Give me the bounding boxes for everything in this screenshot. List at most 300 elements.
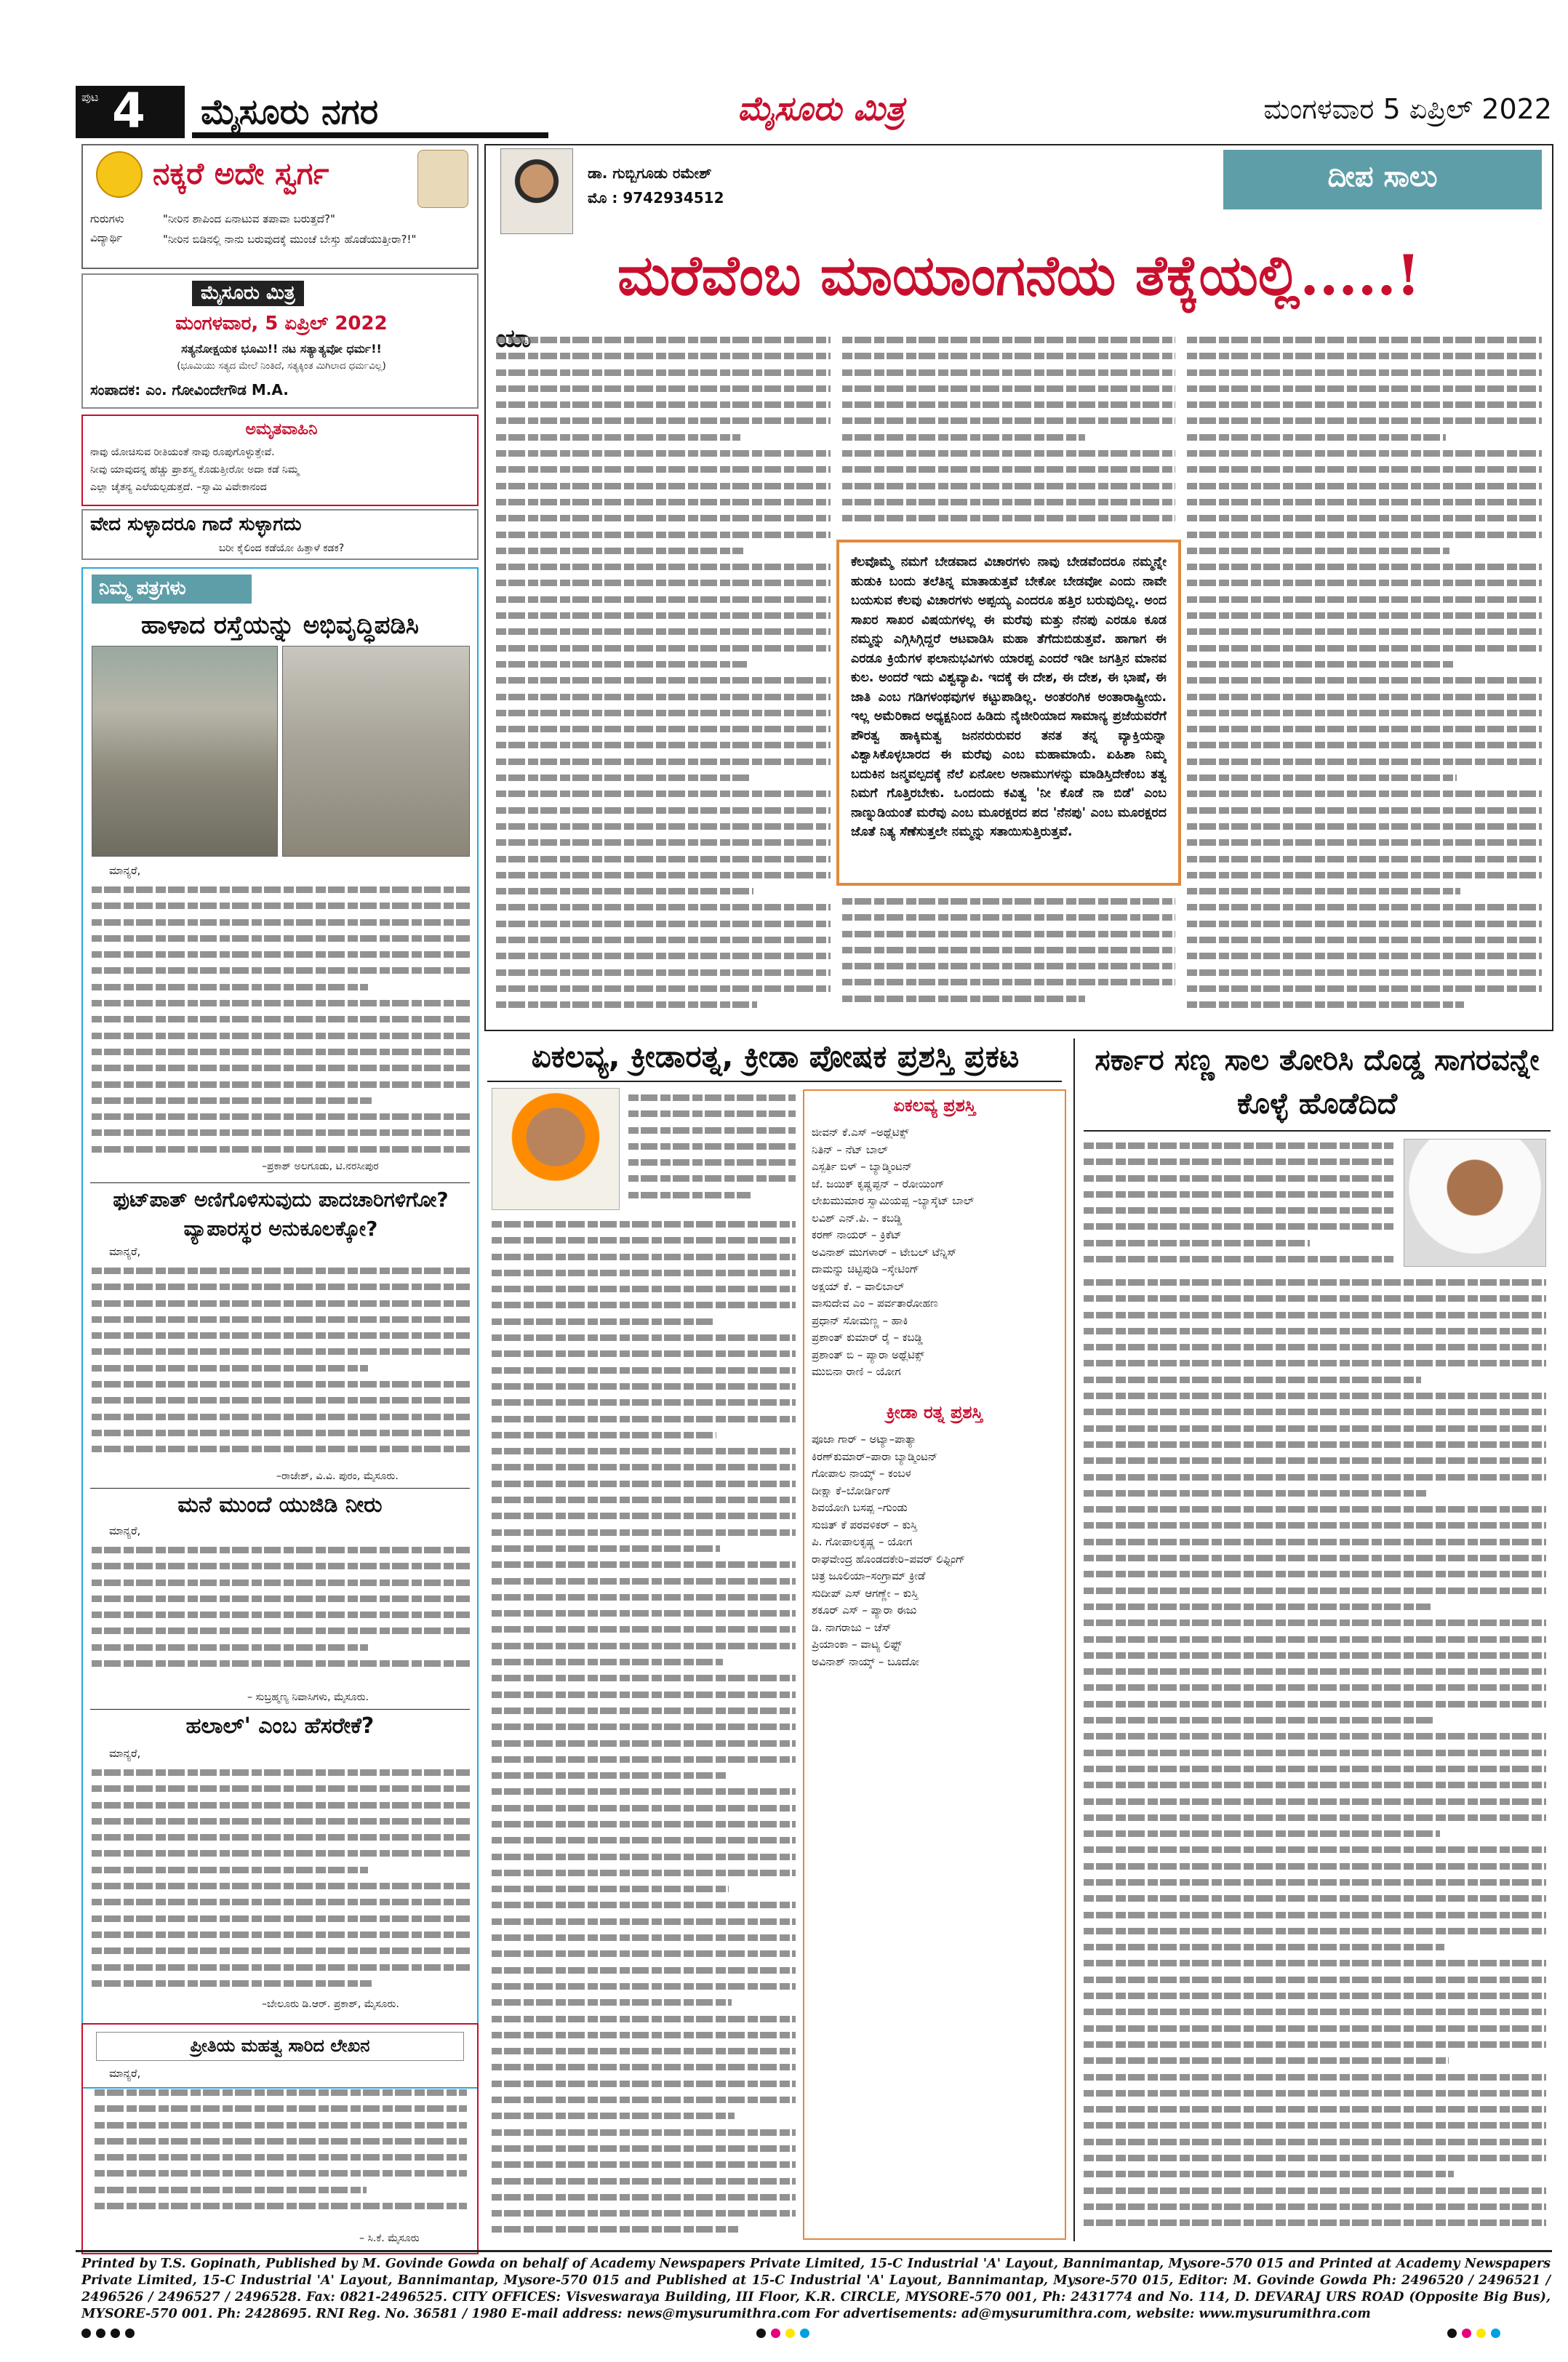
- text-line: [842, 412, 1175, 428]
- text-line-ink: [1187, 369, 1542, 376]
- sports-body-1a: [628, 1089, 796, 1212]
- text-line: [95, 2117, 467, 2133]
- text-line: [496, 948, 831, 964]
- text-line: [492, 2173, 796, 2189]
- text-line-ink: [1084, 1377, 1421, 1383]
- text-line: [1187, 996, 1542, 1012]
- letter-1-body: [92, 881, 470, 1158]
- text-line-ink: [1084, 1490, 1426, 1497]
- text-line: [1084, 1874, 1546, 1890]
- text-line-ink: [1084, 1344, 1546, 1350]
- author-phone: ಮೊ : 9742934512: [588, 189, 724, 207]
- column-divider: [1073, 1038, 1075, 2241]
- masthead-logo: ಮೈಸೂರು ಮಿತ್ರ: [737, 89, 905, 128]
- politics-underline: [1084, 1130, 1551, 1132]
- text-line-ink: [1187, 726, 1542, 732]
- politician-photo: [1404, 1139, 1546, 1267]
- text-line-ink: [496, 401, 831, 408]
- text-line-ink: [1187, 856, 1542, 862]
- text-line-ink: [492, 1367, 796, 1374]
- text-line: [92, 1878, 470, 1894]
- text-line-ink: [92, 984, 368, 990]
- politics-body-a: [1084, 1137, 1393, 1273]
- text-line: [496, 445, 831, 461]
- text-line: [1084, 2003, 1546, 2019]
- text-line-ink: [496, 774, 751, 781]
- text-line-ink: [92, 902, 470, 909]
- text-line-ink: [1084, 1684, 1546, 1691]
- letter-4-body: [92, 1764, 470, 1995]
- text-line-ink: [492, 1967, 796, 1974]
- text-line-ink: [842, 450, 1175, 457]
- letter-4-salute: ಮಾನ್ಯರೆ,: [109, 1747, 141, 1760]
- text-line-ink: [1187, 548, 1449, 554]
- text-line: [492, 2027, 796, 2043]
- text-line-ink: [92, 1284, 470, 1290]
- text-line: [92, 930, 470, 946]
- text-line-ink: [92, 919, 470, 926]
- text-line-ink: [92, 886, 470, 893]
- header-bar: [76, 83, 1552, 139]
- text-line: [1187, 867, 1542, 883]
- text-line: [92, 1862, 470, 1878]
- text-line-ink: [492, 1886, 729, 1892]
- text-line-ink: [492, 1788, 796, 1795]
- dot-black: [756, 2329, 766, 2338]
- text-line: [492, 1945, 796, 1961]
- text-line: [1084, 1631, 1546, 1647]
- text-line: [496, 867, 831, 883]
- text-line: [628, 1105, 796, 1121]
- text-line: [92, 1124, 470, 1140]
- text-line: [492, 1670, 796, 1686]
- text-line: [1084, 1663, 1546, 1679]
- text-line-ink: [496, 645, 831, 652]
- column-body-3: [1187, 332, 1542, 1021]
- text-line-ink: [492, 1594, 796, 1601]
- text-line: [1084, 1679, 1546, 1695]
- text-line: [628, 1170, 796, 1186]
- text-line-ink: [1187, 499, 1542, 505]
- column-body-2: [842, 332, 1175, 535]
- text-line: [92, 1028, 470, 1044]
- text-line-ink: [492, 1918, 796, 1925]
- text-line: [1187, 478, 1542, 494]
- text-line-ink: [1084, 1555, 1546, 1561]
- list-item: ಶಿವಯೋಗಿ ಬಸಪ್ಪ –ಗುಂಡು: [812, 1501, 908, 1514]
- text-line-ink: [492, 1318, 713, 1325]
- text-line: [95, 2084, 467, 2100]
- text-line: [1084, 1388, 1546, 1404]
- text-line-ink: [1084, 1814, 1546, 1821]
- text-line-ink: [1084, 1328, 1546, 1334]
- text-line: [1187, 656, 1542, 672]
- text-line-ink: [496, 742, 831, 748]
- text-line: [92, 1327, 470, 1343]
- award-2-title: ಕ್ರೀಡಾ ರತ್ನ ಪ್ರಶಸ್ತಿ: [886, 1402, 983, 1422]
- text-line: [492, 2140, 796, 2156]
- preethi-body: [95, 2084, 467, 2230]
- text-line-ink: [842, 466, 1175, 473]
- text-line-ink: [92, 1348, 470, 1355]
- dot-magenta: [771, 2329, 780, 2338]
- text-line: [496, 527, 831, 543]
- text-line-ink: [1084, 1733, 1546, 1740]
- text-line: [492, 1605, 796, 1621]
- politics-body-b: [1084, 1274, 1546, 2240]
- text-line: [1084, 1939, 1546, 1955]
- text-line-ink: [1084, 1668, 1546, 1675]
- award-2-list: [812, 1431, 1062, 1670]
- list-item: ಕರಣ್ ನಾಯರ್ – ಕ್ರಿಕೆಟ್: [812, 1228, 902, 1241]
- text-line: [496, 785, 831, 801]
- text-line-ink: [492, 1545, 720, 1552]
- letter-2-title: ಫುಟ್‌ಪಾತ್ ಅಣಿಗೊಳಿಸುವುದು ಪಾದಚಾರಿಗಳಿಗೋ? ವ್ಯಾಪಾರಸ್ಥರ ಅನುಕೂಲಕ್ಕೋ?: [113, 1188, 449, 1241]
- text-line: [492, 1638, 796, 1654]
- text-line: [1084, 2101, 1546, 2117]
- list-item: ಪ್ರಿಯಾಂಕಾ – ವಾಟ್ಯ ಲಿಫ್ಟ್: [812, 1638, 903, 1651]
- text-line: [1084, 2052, 1546, 2068]
- text-line-ink: [1084, 1798, 1546, 1805]
- text-line: [492, 2205, 796, 2221]
- text-line-ink: [492, 1254, 796, 1260]
- text-line: [1084, 1436, 1546, 1452]
- text-line: [1187, 785, 1542, 801]
- text-line: [496, 834, 831, 850]
- text-line-ink: [1084, 1652, 1546, 1659]
- text-line: [492, 1702, 796, 1718]
- text-line-ink: [1084, 1441, 1546, 1448]
- text-line: [92, 1894, 470, 1910]
- text-line-ink: [92, 1381, 470, 1388]
- text-line: [1084, 2020, 1546, 2036]
- text-line: [1187, 980, 1542, 996]
- proverb-box: [81, 509, 479, 560]
- text-line-ink: [1084, 1506, 1546, 1513]
- dot-black: [96, 2329, 105, 2338]
- text-line-ink: [492, 2081, 796, 2087]
- text-line-ink: [1084, 1863, 1546, 1870]
- list-item: ಲವಿಶ್ ಎನ್.ಪಿ. – ಕಬಡ್ಡಿ: [812, 1211, 903, 1225]
- text-line: [1187, 527, 1542, 543]
- text-line: [628, 1089, 796, 1105]
- text-line-ink: [496, 839, 831, 846]
- text-line-ink: [496, 872, 831, 878]
- letter-3-salute: ಮಾನ್ಯರೆ,: [109, 1524, 141, 1537]
- text-line: [492, 2075, 796, 2091]
- text-line: [92, 1044, 470, 1060]
- text-line-ink: [492, 1302, 796, 1308]
- author-photo: [500, 148, 573, 234]
- text-line-ink: [1084, 1944, 1444, 1950]
- letter-3-title: ಮನೆ ಮುಂದೆ ಯುಜಿಡಿ ನೀರು: [177, 1492, 383, 1518]
- text-line: [492, 2091, 796, 2107]
- text-line: [92, 1278, 470, 1294]
- text-line-ink: [492, 1675, 796, 1681]
- text-line: [496, 559, 831, 575]
- text-line-ink: [1187, 742, 1542, 748]
- letter-4-signature: –ಬೇಲೂರು ಡಿ.ಆರ್. ಪ್ರಕಾಶ್, ಮೈಸೂರು.: [262, 1998, 399, 2010]
- text-line: [1084, 2069, 1546, 2085]
- text-line: [496, 429, 831, 445]
- text-line-ink: [95, 2105, 467, 2112]
- text-line: [1084, 1745, 1546, 1761]
- text-line-ink: [496, 661, 747, 668]
- text-line: [92, 1558, 470, 1574]
- text-line-ink: [92, 1867, 368, 1873]
- text-line: [628, 1187, 796, 1203]
- text-line: [92, 1295, 470, 1311]
- text-line: [92, 1409, 470, 1425]
- text-line: [492, 1767, 796, 1783]
- text-line-ink: [628, 1192, 751, 1198]
- pull-quote-text: ಕೆಲವೊಮ್ಮೆ ನಮಗೆ ಬೇಡವಾದ ವಿಚಾರಗಳು ನಾವು ಬೇಡವೆಂದರೂ ನಮ್ಮನ್ನೇ ಹುಡುಕಿ ಬಂದು ತಲೆತಿನ್ನ ಮಾತಾಡುತ್ತವೆ ಬೇಕೋ ಬೇಡವೋ ಎಂದು ನಾವೇ ಬಯಸುವ ಕೆಲವು ವಿಚಾರಗಳು ಅಪ್ಪಯ್ಯ ಎಂದರೂ ಹತ್ತಿರ ಬರುವುದಿಲ್ಲ. ಅಂದ ಸಾಖರ ಸಾಖರ ವಿಷಯಗಳಲ್ಲ ಈ ಮರೆವು ಮತ್ತು ನೆನಪು ಎರಡೂ ಕೂಡ ನಮ್ಮನ್ನು ಎಗ್ಗಿಸಿಗ್ಗಿದ್ದರೆ ಆಟವಾಡಿಸಿ ಮಹಾ ತೆಗೆದುಬಿಡುತ್ತವೆ. ಹಾಗಾಗ ಈ ಎರಡೂ ಕ್ರಿಯೆಗಳ ಫಲಾನುಭವಿಗಳು ಯಾರಪ್ಪ ಎಂದರೆ ಇಡೀ ಜಗತ್ತಿನ ಮಾನವ ಕುಲ. ಅಂದರೆ ಇದು ವಿಶ್ವವ್ಯಾಪಿ. ಇದಕ್ಕೆ ಈ ದೇಶ, ಈ ದೇಶ, ಈ ಭಾಷೆ, ಈ ಜಾತಿ ಎಂಬ ಗಡಿಗಳಂಥವುಗಳ ಕಟ್ಟುಪಾಡಿಲ್ಲ. ಅಂತರಂಗಿಕ ಅಂತಾರಾಷ್ಟ್ರೀಯ. ಇಲ್ಲ ಅಮೆರಿಕಾದ ಅಧ್ಯಕ್ಷನಿಂದ ಹಿಡಿದು ನೈಜೀರಿಯಾದ ಸಾಮಾನ್ಯ ಪ್ರಜೆಯವರೆಗೆ ಪೌರತ್ವ ಹಾಕ್ಕಿಮತ್ವ ಜನನರುರುವರ ತನತ ತನ್ನ ವ್ಯಾಕ್ತಿಯನ್ನಾ ವಿಶ್ವಾಸಿಕೊಳ್ಳಬಾರದ ಈ ಮರೆವು ಎಂಬ ಮಹಾಮಾಯೆ. ಏಹಿಶಾ ನಿಮ್ಮ ಬದುಕಿನ ಜನ್ಮವಲ್ಪದಕ್ಕೆ ನೆಲೆ ಏನೋಲ ಅನಾಮುಗಳನ್ನು ಮಾಡಿಸ್ತಿದೇಕೆಂಬ ತತ್ವ ನಿಮಗೆ ಗೊತ್ತಿರಬೇಕು. ಒಂದಂದು ಕವಿತ್ವ 'ನೀ ಕೊಡೆ ನಾ ಬಿಡೆ' ಎಂಬ ನಾಣ್ನುಡಿಯಂತೆ ಮರೆವು ಎಂಬ ಮೂರಕ್ಷರದ ಪದ 'ನೆನಪು' ಎಂಬ ಮೂರಕ್ಷರದ ಜೊತೆ ನಿತ್ಯ ಸೆಣೆಸುತ್ತಲೇ ನಮ್ಮನ್ನು ಸತಾಯಿಸುತ್ತಿರುತ್ತವೆ.: [851, 555, 1167, 839]
- text-line-ink: [842, 979, 1175, 985]
- text-line-ink: [92, 1430, 470, 1436]
- text-line-ink: [92, 1834, 470, 1841]
- text-line-ink: [492, 1708, 796, 1714]
- text-line: [492, 1589, 796, 1605]
- text-line-ink: [1084, 1571, 1546, 1577]
- text-line: [492, 1978, 796, 1994]
- text-line-ink: [492, 2048, 796, 2054]
- text-line: [1187, 332, 1542, 348]
- text-line: [92, 1959, 470, 1975]
- text-line: [842, 494, 1175, 510]
- text-line-ink: [492, 1464, 796, 1470]
- text-line: [492, 1686, 796, 1702]
- award-1-list: [812, 1124, 1062, 1381]
- text-line-ink: [496, 628, 831, 635]
- text-line-ink: [95, 2138, 467, 2145]
- text-line-ink: [842, 417, 1175, 424]
- text-line: [1187, 916, 1542, 932]
- text-line: [496, 721, 831, 737]
- divider: [90, 1182, 470, 1183]
- text-line-ink: [1187, 385, 1542, 392]
- text-line: [92, 1622, 470, 1638]
- text-line-ink: [92, 1316, 470, 1323]
- text-line-ink: [628, 1110, 796, 1117]
- text-line: [1084, 1534, 1546, 1550]
- text-line-ink: [496, 450, 831, 457]
- text-line-ink: [1084, 1604, 1431, 1610]
- text-line: [496, 802, 831, 818]
- text-line-ink: [628, 1127, 796, 1134]
- text-line: [492, 1654, 796, 1670]
- text-line-ink: [842, 898, 1175, 905]
- text-line-ink: [1187, 417, 1542, 424]
- text-line-ink: [842, 401, 1175, 408]
- text-line-ink: [496, 548, 743, 554]
- text-line: [492, 2221, 796, 2237]
- text-line: [92, 1011, 470, 1027]
- text-line-ink: [496, 758, 831, 765]
- list-item: ಎಸ್ಪರ್ತಿ ಬಿಳ್ – ಬ್ಯಾಡ್ಮಿಂಟನ್: [812, 1160, 913, 1173]
- text-line: [1084, 1841, 1546, 1857]
- joke-box: [81, 144, 479, 269]
- text-line-ink: [842, 963, 1175, 969]
- text-line-ink: [628, 1159, 796, 1166]
- text-line: [1084, 1372, 1546, 1388]
- text-line-ink: [496, 807, 831, 814]
- text-line: [1084, 1404, 1546, 1420]
- text-line-ink: [92, 1947, 470, 1954]
- registration-dots-right: [1447, 2327, 1505, 2341]
- text-line: [1084, 1420, 1546, 1436]
- text-line: [492, 1524, 796, 1540]
- text-line: [492, 1232, 796, 1248]
- text-line-ink: [492, 1692, 796, 1698]
- text-line: [496, 396, 831, 412]
- text-line: [492, 1313, 796, 1329]
- text-line: [1084, 1170, 1393, 1186]
- text-line: [1084, 1728, 1546, 1744]
- text-line: [1084, 1971, 1546, 1987]
- amrutha-line-1: ನಾವು ಯೋಚಿಸುವ ರೀತಿಯಂತೆ ನಾವು ರೂಪುಗೊಳ್ಳುತ್ತೇವೆ.: [90, 447, 275, 458]
- text-line-ink: [92, 1397, 470, 1404]
- divider: [90, 1488, 470, 1489]
- list-item: ಮುಬಿನಾ ರಾಣಿ – ಯೋಗ: [812, 1365, 901, 1378]
- dot-black: [111, 2329, 120, 2338]
- text-line-ink: [496, 904, 831, 910]
- text-line: [842, 893, 1175, 909]
- question-speaker: ಗುರುಗಳು: [90, 212, 124, 225]
- text-line-ink: [1084, 1766, 1546, 1772]
- text-line-ink: [1084, 2139, 1546, 2145]
- text-line-ink: [496, 515, 831, 521]
- text-line: [1084, 1218, 1393, 1234]
- text-line-ink: [628, 1175, 796, 1182]
- text-line-ink: [492, 1399, 796, 1406]
- text-line: [1187, 429, 1542, 445]
- text-line: [492, 1427, 796, 1443]
- text-line-ink: [1084, 1830, 1440, 1837]
- text-line-ink: [1084, 2187, 1546, 2194]
- text-line: [1187, 883, 1542, 899]
- text-line: [1084, 1137, 1393, 1153]
- text-line: [1187, 380, 1542, 396]
- text-line-ink: [492, 2032, 796, 2038]
- text-line-ink: [1084, 1522, 1546, 1529]
- text-line: [1187, 948, 1542, 964]
- text-line-ink: [1084, 2106, 1546, 2113]
- text-line: [92, 1376, 470, 1392]
- laughing-face-icon: [96, 151, 143, 198]
- text-line: [628, 1138, 796, 1154]
- text-line: [492, 1865, 796, 1881]
- text-line-ink: [842, 499, 1175, 505]
- text-line-ink: [1084, 2025, 1546, 2032]
- text-line-ink: [1187, 694, 1542, 700]
- text-line-ink: [492, 1999, 732, 2006]
- text-line-ink: [1084, 1912, 1546, 1918]
- text-line: [95, 2165, 467, 2181]
- text-line: [1187, 932, 1542, 948]
- text-line-ink: [1084, 2074, 1546, 2081]
- text-line: [496, 737, 831, 753]
- text-line-ink: [1187, 661, 1453, 668]
- text-line-ink: [492, 1432, 716, 1438]
- divider: [90, 1709, 470, 1710]
- text-line-ink: [1187, 677, 1542, 684]
- list-item: ನಿತಿನ್ – ನೆಟ್ ಬಾಲ್: [812, 1142, 889, 1156]
- text-line: [842, 332, 1175, 348]
- text-line-ink: [1187, 1001, 1464, 1008]
- text-line: [492, 1735, 796, 1751]
- letter-2-salute: ಮಾನ್ಯರೆ,: [109, 1245, 141, 1258]
- text-line-ink: [1084, 1879, 1546, 1886]
- text-line-ink: [1187, 872, 1542, 878]
- text-line: [492, 1411, 796, 1427]
- text-line: [496, 883, 831, 899]
- text-line-ink: [92, 1081, 470, 1088]
- text-line: [496, 543, 831, 559]
- text-line-ink: [1187, 953, 1542, 959]
- text-line: [496, 575, 831, 590]
- text-line: [92, 914, 470, 930]
- text-line: [492, 1832, 796, 1848]
- text-line: [1187, 834, 1542, 850]
- text-line-ink: [1084, 1977, 1546, 1983]
- text-line-ink: [1084, 2041, 1546, 2048]
- text-line-ink: [492, 1870, 796, 1876]
- text-line: [492, 1345, 796, 1361]
- text-line-ink: [1084, 2057, 1449, 2064]
- text-line-ink: [92, 935, 470, 942]
- text-line: [496, 916, 831, 932]
- dot-black: [125, 2329, 135, 2338]
- text-line-ink: [1084, 1782, 1546, 1788]
- text-line-ink: [92, 1899, 470, 1905]
- text-line: [492, 1540, 796, 1556]
- text-line-ink: [1084, 1158, 1393, 1165]
- text-line: [1187, 640, 1542, 656]
- text-line: [92, 1926, 470, 1942]
- text-line: [492, 1281, 796, 1297]
- text-line-ink: [492, 1950, 796, 1957]
- text-line-ink: [92, 1065, 470, 1071]
- list-item: ಡಿ. ನಾಗರಾಜು – ಚೆಸ್: [812, 1620, 892, 1634]
- text-line: [492, 1378, 796, 1394]
- text-line: [1084, 2214, 1546, 2230]
- text-line: [92, 1942, 470, 1958]
- text-line-ink: [92, 1628, 470, 1634]
- text-line: [496, 851, 831, 867]
- text-line: [92, 1655, 470, 1671]
- text-line: [92, 1108, 470, 1124]
- text-line: [492, 1476, 796, 1492]
- list-item: ಗೋಪಾಲ ನಾಯ್ಕ್ – ಕಂಬಳ: [812, 1467, 911, 1480]
- text-line-ink: [1084, 2122, 1546, 2129]
- preethi-salute: ಮಾನ್ಯರೆ,: [109, 2067, 141, 2080]
- text-line: [492, 2107, 796, 2123]
- text-line-ink: [1187, 807, 1542, 814]
- text-line-ink: [492, 1821, 796, 1827]
- text-line-ink: [492, 2016, 796, 2022]
- text-line: [492, 1994, 796, 2010]
- text-line-ink: [1187, 515, 1542, 521]
- text-line: [95, 2100, 467, 2116]
- text-line-ink: [496, 823, 831, 830]
- text-line-ink: [496, 937, 831, 943]
- text-line-ink: [492, 2194, 796, 2201]
- text-line-ink: [492, 2161, 796, 2168]
- text-line-ink: [1084, 1256, 1393, 1262]
- list-item: ಅವಿನಾಶ್ ಮುಗಳಾರ್ – ಟೇಬಲ್ ಟೆನ್ನಿಸ್: [812, 1245, 957, 1259]
- text-line: [1187, 753, 1542, 769]
- text-line: [842, 478, 1175, 494]
